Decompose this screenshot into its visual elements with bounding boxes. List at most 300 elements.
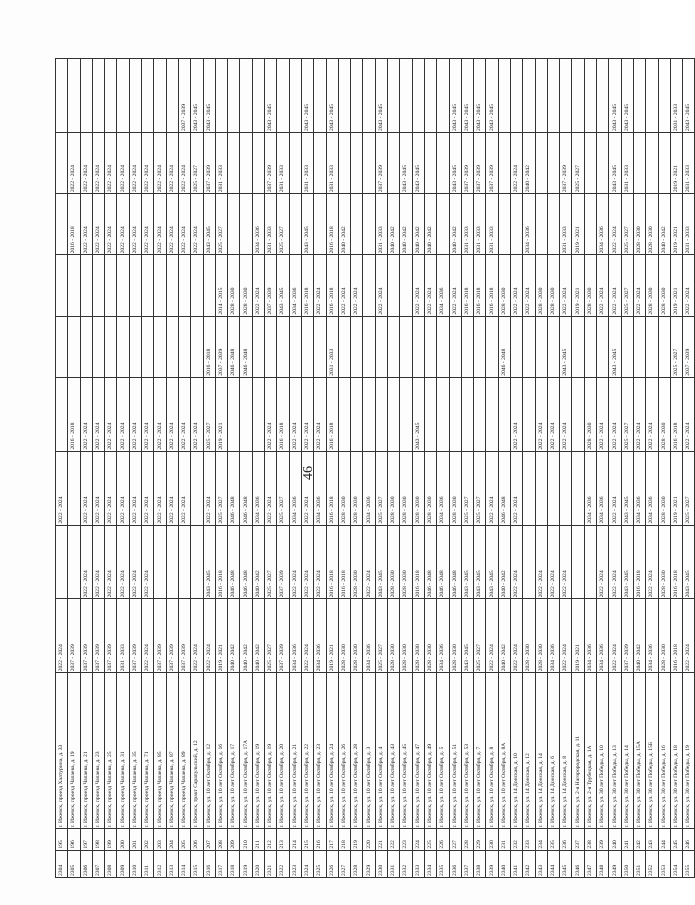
period-cell: 2028 - 2030: [658, 255, 670, 316]
period-cell: 2022 - 2024: [646, 525, 658, 599]
period-cell: 2040 - 2042: [240, 599, 252, 673]
period-cell: 2031 - 2033: [117, 599, 129, 673]
period-cell: 2037 - 2039: [80, 599, 92, 673]
row-index-cell: 2318: [228, 850, 240, 877]
table-row: [400, 59, 412, 878]
period-cell: [584, 132, 596, 193]
period-cell: 2019 - 2021: [572, 255, 584, 316]
table-row: [621, 59, 633, 878]
period-cell: 2022 - 2024: [351, 255, 363, 316]
period-cell: 2031 - 2033: [326, 132, 338, 193]
period-cell: [289, 316, 301, 377]
item-number-cell: 206: [191, 829, 203, 850]
period-cell: 2031 - 2033: [301, 132, 313, 193]
period-cell: 2043 - 2045: [412, 132, 424, 193]
period-cell: [191, 316, 203, 377]
period-cell: 2043 - 2045: [412, 377, 424, 451]
period-cell: [314, 316, 326, 377]
period-cell: 2016 - 2018: [338, 525, 350, 599]
item-number-cell: 237: [572, 829, 584, 850]
period-cell: 2043 - 2045: [474, 59, 486, 133]
period-cell: [178, 316, 190, 377]
period-cell: 2028 - 2030: [449, 599, 461, 673]
table-row: [498, 59, 510, 878]
period-cell: 2046 - 2048: [424, 525, 436, 599]
period-cell: 2034 - 2036: [523, 194, 535, 255]
period-cell: 2022 - 2024: [166, 377, 178, 451]
period-cell: 2037 - 2039: [215, 316, 227, 377]
table-row: [289, 59, 301, 878]
period-cell: [474, 377, 486, 451]
period-cell: 2022 - 2024: [412, 255, 424, 316]
period-cell: 2022 - 2024: [424, 255, 436, 316]
period-cell: [314, 194, 326, 255]
period-cell: 2025 - 2027: [474, 599, 486, 673]
table-row: [572, 59, 584, 878]
period-cell: 2022 - 2024: [80, 451, 92, 525]
period-cell: 2025 - 2027: [277, 451, 289, 525]
period-cell: [68, 255, 80, 316]
period-cell: 2034 - 2036: [314, 599, 326, 673]
address-cell: г. Ижевск, ул. 14 Донская, д. 12: [523, 673, 535, 829]
period-cell: 2043 - 2045: [191, 59, 203, 133]
item-number-cell: 228: [461, 829, 473, 850]
period-cell: 2025 - 2027: [621, 255, 633, 316]
period-cell: [105, 255, 117, 316]
address-cell: г. Ижевск, проезд Чапаева, д. 23: [92, 673, 104, 829]
table-row: [314, 59, 326, 878]
period-cell: [584, 525, 596, 599]
address-cell: г. Ижевск, проезд Чапаева, д. 35: [129, 673, 141, 829]
period-cell: 2028 - 2030: [547, 255, 559, 316]
period-cell: [633, 59, 645, 133]
row-index-cell: 2308: [105, 850, 117, 877]
period-cell: 2034 - 2036: [252, 451, 264, 525]
period-cell: [547, 194, 559, 255]
period-cell: [351, 132, 363, 193]
item-number-cell: 202: [142, 829, 154, 850]
period-cell: [178, 525, 190, 599]
address-cell: г. Ижевск, ул. 10 лет Октября, д. 24: [326, 673, 338, 829]
period-cell: 2016 - 2018: [215, 525, 227, 599]
period-cell: 2043 - 2045: [683, 525, 695, 599]
address-cell: г. Ижевск, ул. 30 лет Победы, д. 13: [609, 673, 621, 829]
table-row: [338, 59, 350, 878]
row-index-cell: 2324: [301, 850, 313, 877]
period-cell: [92, 59, 104, 133]
address-cell: г. Ижевск, ул. 10 лет Октября, д. 28: [351, 673, 363, 829]
period-cell: 2028 - 2030: [412, 451, 424, 525]
table-row: [265, 59, 277, 878]
item-number-cell: 227: [449, 829, 461, 850]
period-cell: [437, 132, 449, 193]
period-cell: 2019 - 2021: [670, 194, 682, 255]
period-cell: 2022 - 2024: [510, 132, 522, 193]
item-number-cell: 235: [547, 829, 559, 850]
period-cell: 2043 - 2045: [560, 316, 572, 377]
table-row: [523, 59, 535, 878]
period-cell: 2016 - 2018: [68, 194, 80, 255]
period-cell: 2037 - 2039: [68, 599, 80, 673]
period-cell: [363, 316, 375, 377]
period-cell: [461, 316, 473, 377]
period-cell: [289, 194, 301, 255]
address-cell: г. Ижевск, ул. 14 Донская, д. 14: [535, 673, 547, 829]
row-index-cell: 2314: [178, 850, 190, 877]
period-cell: 2022 - 2024: [142, 194, 154, 255]
item-number-cell: 230: [486, 829, 498, 850]
period-cell: [646, 59, 658, 133]
period-cell: 2022 - 2024: [129, 525, 141, 599]
period-cell: 2031 - 2033: [375, 194, 387, 255]
period-cell: 2028 - 2030: [658, 525, 670, 599]
period-cell: 2043 - 2045: [461, 599, 473, 673]
period-cell: [646, 316, 658, 377]
period-cell: 2028 - 2030: [584, 377, 596, 451]
address-cell: г. Ижевск, ул. 10 лет Октября, д. 47: [412, 673, 424, 829]
period-cell: [523, 451, 535, 525]
period-cell: 2043 - 2045: [203, 525, 215, 599]
item-number-cell: 198: [92, 829, 104, 850]
period-cell: 2037 - 2039: [129, 599, 141, 673]
period-cell: 2040 - 2042: [228, 599, 240, 673]
period-cell: 2016 - 2018: [461, 255, 473, 316]
period-cell: [351, 194, 363, 255]
period-cell: 2043 - 2045: [375, 59, 387, 133]
period-cell: 2022 - 2024: [105, 377, 117, 451]
period-cell: 2043 - 2045: [609, 316, 621, 377]
period-cell: [388, 316, 400, 377]
period-cell: 2022 - 2024: [633, 255, 645, 316]
period-cell: [191, 451, 203, 525]
period-cell: 2037 - 2039: [621, 599, 633, 673]
period-cell: 2028 - 2030: [535, 255, 547, 316]
period-cell: 2037 - 2039: [474, 132, 486, 193]
period-cell: [142, 316, 154, 377]
item-number-cell: 197: [80, 829, 92, 850]
period-cell: 2046 - 2048: [498, 451, 510, 525]
period-cell: [535, 194, 547, 255]
period-cell: [240, 59, 252, 133]
period-cell: 2028 - 2030: [400, 525, 412, 599]
address-cell: г. Ижевск, ул. 10 лет Октября, д. 12: [203, 673, 215, 829]
period-cell: 2034 - 2036: [597, 599, 609, 673]
row-index-cell: 2350: [621, 850, 633, 877]
period-cell: [535, 132, 547, 193]
row-index-cell: 2332: [400, 850, 412, 877]
item-number-cell: 246: [683, 829, 695, 850]
table-row: [584, 59, 596, 878]
period-cell: 2022 - 2024: [547, 525, 559, 599]
period-cell: 2022 - 2024: [142, 525, 154, 599]
period-cell: [547, 451, 559, 525]
period-cell: 2043 - 2045: [683, 59, 695, 133]
period-cell: 2040 - 2042: [633, 599, 645, 673]
period-cell: [412, 59, 424, 133]
period-cell: 2028 - 2030: [424, 451, 436, 525]
period-cell: 2037 - 2039: [277, 599, 289, 673]
item-number-cell: 233: [523, 829, 535, 850]
period-cell: 2034 - 2036: [437, 451, 449, 525]
period-cell: [68, 59, 80, 133]
row-index-cell: 2337: [461, 850, 473, 877]
period-cell: 2028 - 2030: [388, 451, 400, 525]
address-cell: г. Ижевск, ул. 2-я Нагорородская, д. 11: [572, 673, 584, 829]
period-cell: 2022 - 2024: [105, 194, 117, 255]
row-index-cell: 2338: [474, 850, 486, 877]
item-number-cell: 209: [228, 829, 240, 850]
period-cell: [80, 59, 92, 133]
item-number-cell: 234: [535, 829, 547, 850]
period-cell: [658, 132, 670, 193]
period-cell: 2034 - 2036: [584, 599, 596, 673]
table-row: [228, 59, 240, 878]
row-index-cell: 2323: [289, 850, 301, 877]
address-cell: г. Ижевск, ул. 10 лет Октября, д. 3: [363, 673, 375, 829]
period-cell: 2022 - 2024: [203, 599, 215, 673]
period-cell: [523, 59, 535, 133]
period-cell: 2022 - 2024: [178, 451, 190, 525]
period-cell: [142, 59, 154, 133]
item-number-cell: 223: [400, 829, 412, 850]
table-row: [375, 59, 387, 878]
period-cell: [510, 194, 522, 255]
period-cell: 2019 - 2021: [572, 194, 584, 255]
period-cell: [486, 377, 498, 451]
period-cell: [166, 316, 178, 377]
period-cell: 2031 - 2033: [683, 132, 695, 193]
period-cell: 2025 - 2027: [461, 451, 473, 525]
period-cell: 2022 - 2024: [301, 599, 313, 673]
period-cell: 2022 - 2024: [117, 132, 129, 193]
period-cell: [92, 255, 104, 316]
period-cell: 2022 - 2024: [178, 377, 190, 451]
address-cell: г. Ижевск, ул. 10 лет Октября, д. 19: [265, 673, 277, 829]
period-cell: 2022 - 2024: [191, 599, 203, 673]
period-cell: 2031 - 2033: [621, 132, 633, 193]
period-cell: 2019 - 2021: [572, 599, 584, 673]
period-cell: 2016 - 2018: [326, 255, 338, 316]
item-number-cell: 207: [203, 829, 215, 850]
period-cell: 2028 - 2030: [658, 599, 670, 673]
period-cell: 2034 - 2036: [646, 599, 658, 673]
period-cell: 2022 - 2024: [68, 132, 80, 193]
period-cell: 2028 - 2030: [498, 255, 510, 316]
address-cell: г. Ижевск, ул. 30 лет Победы, д. 18: [670, 673, 682, 829]
table-row: [363, 59, 375, 878]
period-cell: [400, 316, 412, 377]
row-index-cell: 2331: [388, 850, 400, 877]
period-cell: 2034 - 2036: [597, 194, 609, 255]
period-cell: 2022 - 2024: [142, 451, 154, 525]
item-number-cell: 203: [154, 829, 166, 850]
period-cell: 2019 - 2021: [670, 255, 682, 316]
row-index-cell: 2311: [142, 850, 154, 877]
period-cell: 2043 - 2045: [461, 59, 473, 133]
period-cell: 2037 - 2039: [375, 132, 387, 193]
period-cell: 2025 - 2027: [670, 316, 682, 377]
period-cell: 2022 - 2024: [314, 525, 326, 599]
address-cell: г. Ижевск, ул. 30 лет Победы, д. 19: [683, 673, 695, 829]
item-number-cell: 224: [412, 829, 424, 850]
period-cell: 2016 - 2018: [277, 377, 289, 451]
item-number-cell: 205: [178, 829, 190, 850]
period-cell: [424, 377, 436, 451]
period-cell: 2043 - 2045: [474, 525, 486, 599]
item-number-cell: 222: [388, 829, 400, 850]
period-cell: 2028 - 2030: [338, 451, 350, 525]
address-cell: г. Ижевск, ул. 10 лет Октября, д. 7: [474, 673, 486, 829]
period-cell: 2043 - 2045: [375, 525, 387, 599]
period-cell: [56, 132, 68, 193]
period-cell: 2028 - 2030: [400, 599, 412, 673]
period-cell: [117, 255, 129, 316]
period-cell: [154, 255, 166, 316]
address-cell: г. Ижевск, ул. 30 лет Победы, д. 14: [621, 673, 633, 829]
item-number-cell: 217: [326, 829, 338, 850]
period-cell: 2031 - 2033: [683, 194, 695, 255]
period-cell: 2022 - 2024: [609, 525, 621, 599]
period-cell: [560, 451, 572, 525]
table-row: [240, 59, 252, 878]
period-cell: 2022 - 2024: [597, 377, 609, 451]
period-cell: 2016 - 2018: [203, 316, 215, 377]
row-index-cell: 2329: [363, 850, 375, 877]
period-cell: 2022 - 2024: [166, 194, 178, 255]
period-cell: 2022 - 2024: [154, 194, 166, 255]
period-cell: [547, 59, 559, 133]
table-row: [547, 59, 559, 878]
period-cell: [240, 132, 252, 193]
row-index-cell: 2319: [240, 850, 252, 877]
period-cell: [388, 132, 400, 193]
period-cell: 2022 - 2024: [129, 377, 141, 451]
item-number-cell: 240: [609, 829, 621, 850]
period-cell: 2022 - 2024: [683, 255, 695, 316]
period-cell: [363, 132, 375, 193]
period-cell: 2022 - 2024: [178, 132, 190, 193]
period-cell: 2022 - 2024: [609, 255, 621, 316]
period-cell: [228, 194, 240, 255]
period-cell: 2016 - 2018: [670, 377, 682, 451]
period-cell: 2022 - 2024: [314, 255, 326, 316]
address-cell: г. Ижевск, проезд Чапаева, д. 87: [166, 673, 178, 829]
period-cell: [363, 377, 375, 451]
period-cell: 2046 - 2048: [228, 525, 240, 599]
period-cell: [277, 59, 289, 133]
table-row: [154, 59, 166, 878]
address-cell: г. Ижевск, ул. 30 лет Победы, д. 16: [658, 673, 670, 829]
period-cell: [92, 316, 104, 377]
period-cell: 2028 - 2030: [388, 525, 400, 599]
period-cell: [191, 525, 203, 599]
period-cell: 2031 - 2033: [461, 194, 473, 255]
address-cell: г. Ижевск, ул. 10 лет Октября, д. 19: [252, 673, 264, 829]
period-cell: [363, 194, 375, 255]
period-cell: 2040 - 2042: [498, 599, 510, 673]
item-number-cell: 201: [129, 829, 141, 850]
row-index-cell: 2340: [498, 850, 510, 877]
period-cell: 2016 - 2018: [68, 377, 80, 451]
row-index-cell: 2348: [597, 850, 609, 877]
period-cell: 2040 - 2042: [252, 525, 264, 599]
period-cell: [412, 316, 424, 377]
row-index-cell: 2328: [351, 850, 363, 877]
period-cell: 2022 - 2024: [363, 525, 375, 599]
address-cell: г. Ижевск, ул. 14 Донская, д. 10: [510, 673, 522, 829]
table-row: [474, 59, 486, 878]
period-cell: 2019 - 2021: [326, 599, 338, 673]
period-cell: 2034 - 2036: [289, 451, 301, 525]
period-cell: 2022 - 2024: [92, 194, 104, 255]
row-index-cell: 2355: [683, 850, 695, 877]
period-cell: [547, 132, 559, 193]
period-cell: 2043 - 2045: [461, 525, 473, 599]
period-cell: 2034 - 2036: [289, 255, 301, 316]
period-cell: [56, 377, 68, 451]
period-cell: 2025 - 2027: [215, 194, 227, 255]
period-cell: 2022 - 2024: [547, 377, 559, 451]
period-cell: 2028 - 2030: [449, 451, 461, 525]
row-index-cell: 2316: [203, 850, 215, 877]
period-cell: [117, 316, 129, 377]
item-number-cell: 243: [646, 829, 658, 850]
item-number-cell: 232: [510, 829, 522, 850]
period-cell: [400, 377, 412, 451]
period-cell: 2028 - 2030: [523, 599, 535, 673]
period-cell: 2031 - 2033: [670, 59, 682, 133]
row-index-cell: 2352: [646, 850, 658, 877]
period-cell: [252, 316, 264, 377]
period-cell: [388, 59, 400, 133]
period-cell: [252, 377, 264, 451]
period-cell: [424, 132, 436, 193]
period-cell: [584, 316, 596, 377]
table-body: [56, 59, 695, 878]
period-cell: 2037 - 2039: [265, 132, 277, 193]
period-cell: 2022 - 2024: [92, 525, 104, 599]
period-cell: 2016 - 2018: [326, 451, 338, 525]
period-cell: 2025 - 2027: [191, 132, 203, 193]
period-cell: 2022 - 2024: [560, 599, 572, 673]
table-row: [105, 59, 117, 878]
table-row: [437, 59, 449, 878]
period-cell: 2022 - 2024: [265, 451, 277, 525]
period-cell: [498, 194, 510, 255]
period-cell: 2028 - 2030: [351, 525, 363, 599]
address-cell: г. Ижевск, ул. 10 лет Октября, д. 17: [228, 673, 240, 829]
period-cell: [68, 451, 80, 525]
period-cell: 2022 - 2024: [117, 377, 129, 451]
period-cell: 2022 - 2024: [105, 451, 117, 525]
row-index-cell: 2307: [92, 850, 104, 877]
period-cell: [572, 451, 584, 525]
address-cell: г. Ижевск, ул. 2-я Трубецкая, д. 1А: [584, 673, 596, 829]
period-cell: 2043 - 2045: [486, 59, 498, 133]
table-row: [658, 59, 670, 878]
period-cell: 2034 - 2036: [437, 599, 449, 673]
period-cell: 2043 - 2045: [621, 525, 633, 599]
period-cell: 2031 - 2033: [474, 194, 486, 255]
period-cell: [117, 59, 129, 133]
period-cell: 2025 - 2027: [375, 599, 387, 673]
table-row: [683, 59, 695, 878]
period-cell: [240, 377, 252, 451]
period-cell: [437, 194, 449, 255]
period-cell: 2022 - 2024: [92, 132, 104, 193]
period-cell: 2022 - 2024: [338, 255, 350, 316]
period-cell: 2022 - 2024: [178, 194, 190, 255]
